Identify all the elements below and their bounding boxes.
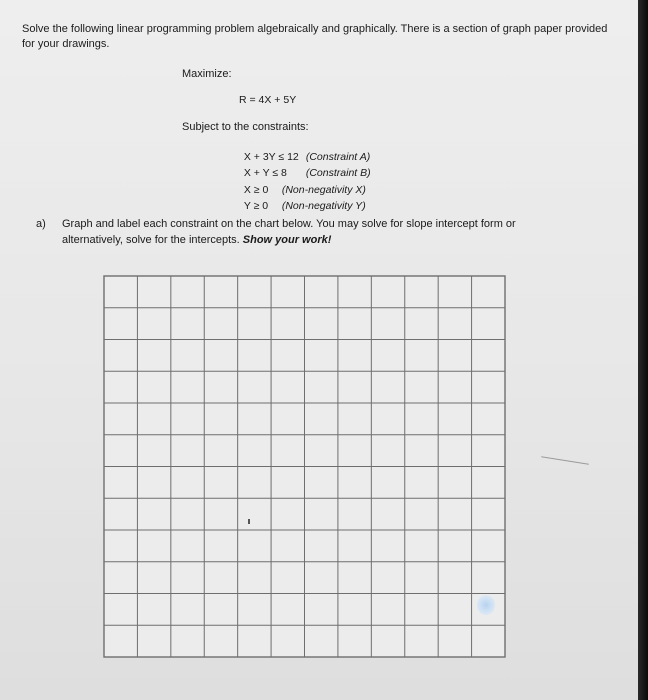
stray-pen-line — [541, 456, 589, 464]
photo-edge-shadow — [638, 0, 648, 700]
constraint-nonneg-y — [238, 187, 366, 213]
constraint-label: (Constraint A) — [305, 151, 371, 163]
part-a-text: Graph and label each constraint on the chart below. You may solve for slope intercept form or alternatively, solve for the intercepts. — [62, 218, 516, 246]
part-a-letter: a) — [36, 218, 46, 230]
pencil-mark — [248, 519, 250, 524]
constraints-heading: Subject to the constraints: — [182, 121, 309, 133]
constraint-label: (Non-negativity Y) — [281, 200, 366, 212]
maximize-label: Maximize: — [182, 68, 232, 80]
constraint-expr: X + 3Y ≤ 12 — [243, 151, 299, 163]
constraint-expr: X + Y ≤ 8 — [243, 167, 287, 179]
constraint-expr: X ≥ 0 — [243, 184, 269, 196]
blue-smudge — [477, 595, 495, 615]
constraint-label: (Constraint B) — [305, 167, 371, 179]
graph-paper-grid[interactable] — [103, 275, 506, 658]
constraint-expr: Y ≥ 0 — [243, 200, 269, 212]
part-a-emphasis: Show your work! — [242, 234, 332, 246]
problem-intro: Solve the following linear programming problem algebraically and graphically. There is a section of graph paper provided for your drawings. — [22, 23, 608, 50]
objective-function: R = 4X + 5Y — [239, 94, 297, 106]
constraint-label: (Non-negativity X) — [281, 184, 366, 196]
graph-paper[interactable] — [103, 275, 506, 658]
part-a-instructions — [36, 216, 556, 248]
